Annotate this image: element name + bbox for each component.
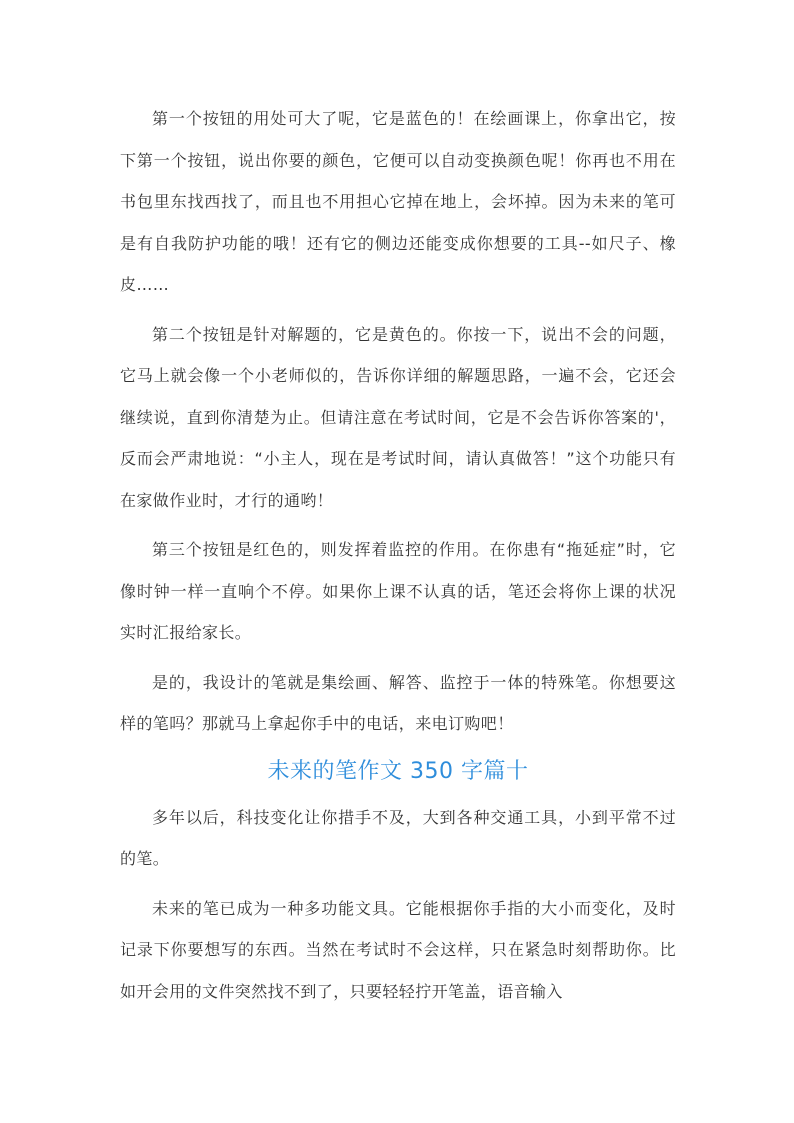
section-heading: 未来的笔作文 350 字篇十 <box>267 758 529 784</box>
paragraph-second-button: 第二个按钮是针对解题的，它是黄色的。你按一下，说出不会的问题，它马上就会像一个小老师似的，告诉你详细的解题思路，一遍不会，它还会继续说，直到你清楚为止。但请注意在考试时间，它是不会告诉你答案的'，反而会严肃地说：“小主人，现在是考试时间，请认真做答！”这个功能只有在家做作业时，才行的通哟！ <box>120 324 676 510</box>
paragraph-conclusion: 是的，我设计的笔就是集绘画、解答、监控于一体的特殊笔。你想要这样的笔吗？那就马上拿起你手中的电话，来电订购吧！ <box>120 672 676 733</box>
paragraph-first-button: 第一个按钮的用处可大了呢，它是蓝色的！在绘画课上，你拿出它，按下第一个按钮，说出你要的颜色，它便可以自动变换颜色呢！你再也不用在书包里东找西找了，而且也不用担心它掉在地上，会坏掉。因为未来的笔可是有自我防护功能的哦！还有它的侧边还能变成你想要的工具--如尺子、橡皮…… <box>120 109 676 294</box>
paragraph-third-button: 第三个按钮是红色的，则发挥着监控的作用。在你患有“拖延症”时，它像时钟一样一直响个不停。如果你上课不认真的话，笔还会将你上课的状况实时汇报给家长。 <box>120 540 676 642</box>
paragraph-multifunction-pen: 未来的笔已成为一种多功能文具。它能根据你手指的大小而变化，及时记录下你要想写的东西。当然在考试时不会这样，只在紧急时刻帮助你。比如开会用的文件突然找不到了，只要轻轻拧开笔盖，语音输入 <box>120 898 676 1001</box>
document-page <box>120 98 676 1020</box>
paragraph-intro: 多年以后，科技变化让你措手不及，大到各种交通工具，小到平常不过的笔。 <box>120 807 676 868</box>
